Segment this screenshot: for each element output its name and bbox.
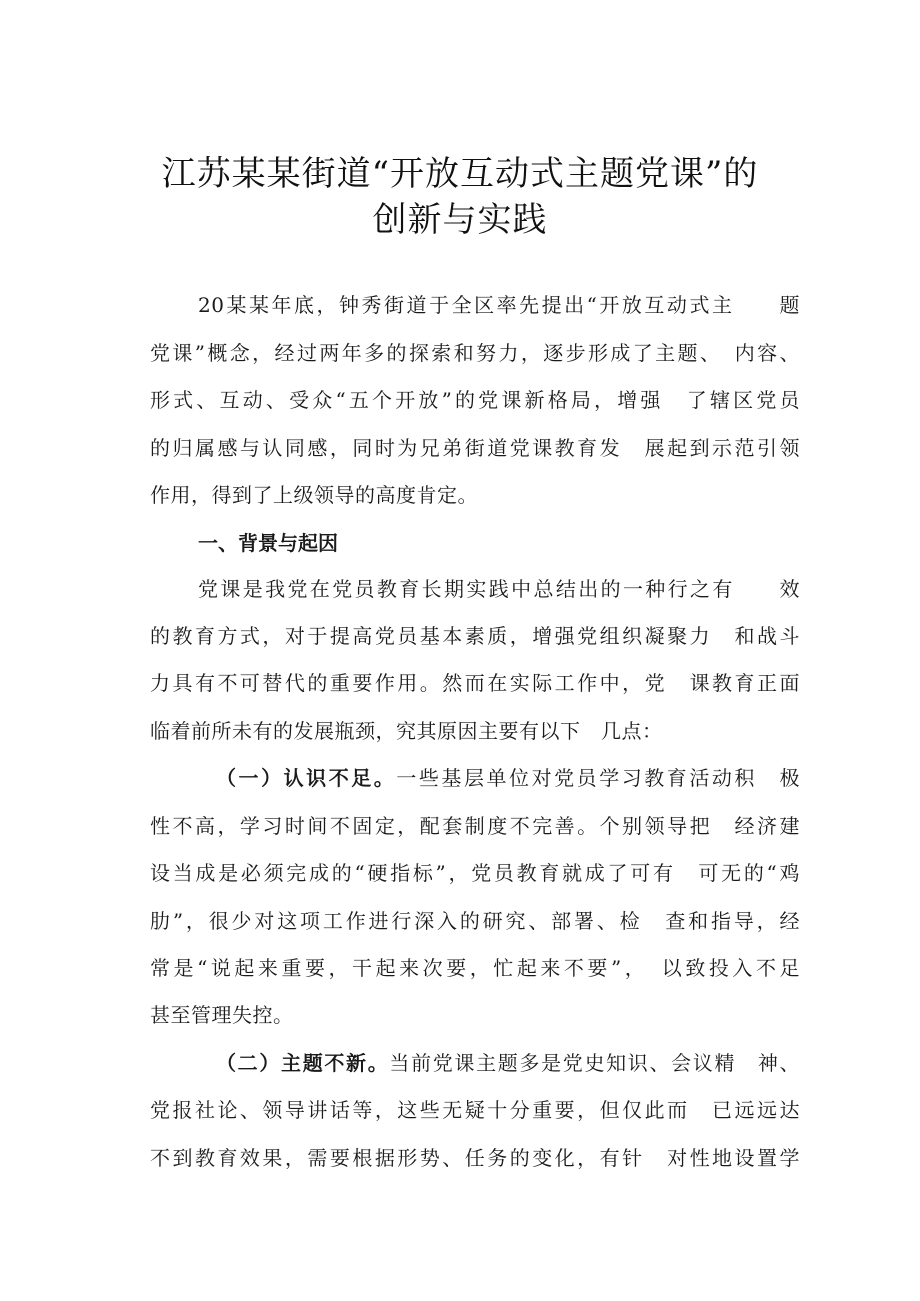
section1-para-line-2: 的教育方式，对于提高党员基本素质，增强党组织凝聚力 和战斗 [150,624,800,648]
item1-line-1 [216,763,800,793]
item2-first-text: 当前党课主题多是党史知识、会议精 神、 [389,1051,801,1075]
item1-line-6: 甚至管理失控。 [150,1003,294,1027]
item1-line-3: 设当成是必须完成的“硬指标”，党员教育就成了可有 可无的“鸡 [150,861,800,885]
section1-para-line-1: 党课是我党在党员教育长期实践中总结出的一种行之有 效 [198,577,800,601]
item2-label: （二）主题不新。 [216,1051,390,1075]
item2-line-3: 不到教育效果，需要根据形势、任务的变化，有针 对性地设置学 [150,1146,800,1170]
intro-line-2: 党课”概念，经过两年多的探索和努力，逐步形成了主题、 内容、 [150,341,800,365]
item2-line-1 [216,1048,800,1078]
item1-first-text: 一些基层单位对党员学习教育活动积 极 [396,766,801,790]
item2-line-2: 党报社论、领导讲话等，这些无疑十分重要，但仅此而 已远远达 [150,1098,800,1122]
item1-line-4: 肋”，很少对这项工作进行深入的研究、部署、检 查和指导，经 [150,909,800,933]
section-heading-background: 一、背景与起因 [198,531,338,555]
intro-line-3: 形式、互动、受众“五个开放”的党课新格局，增强 了辖区党员 [150,388,800,412]
intro-line-1: 20某某年底，钟秀街道于全区率先提出“开放互动式主 题 [198,293,800,317]
document-title-line-2: 创新与实践 [372,200,548,240]
item1-label: （一）认识不足。 [216,766,397,790]
section1-para-line-4: 临着前所未有的发展瓶颈，究其原因主要有以下 几点： [150,719,663,743]
intro-line-5: 作用，得到了上级领导的高度肯定。 [150,483,478,507]
section1-para-line-3: 力具有不可替代的重要作用。然而在实际工作中，党 课教育正面 [150,671,800,695]
document-title-line-1: 江苏某某街道“开放互动式主题党课”的 [161,154,759,194]
item1-line-5: 常是“说起来重要，干起来次要，忙起来不要”， 以致投入不足 [150,956,800,980]
intro-line-4: 的归属感与认同感，同时为兄弟街道党课教育发 展起到示范引领 [150,436,800,460]
item1-line-2: 性不高，学习时间不固定，配套制度不完善。个别领导把 经济建 [150,814,800,838]
